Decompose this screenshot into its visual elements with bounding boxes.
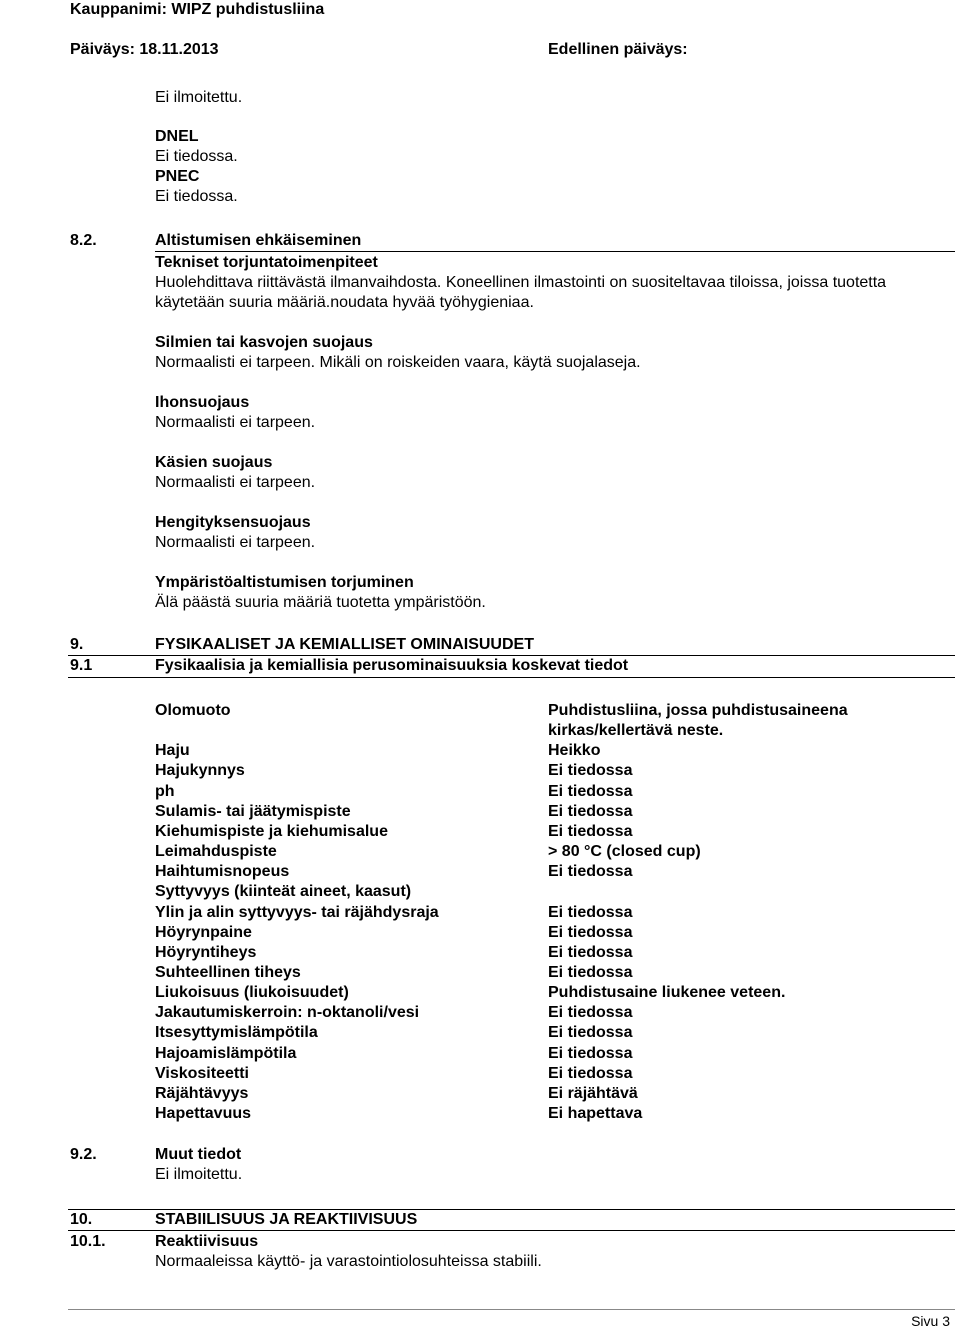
property-value: Ei tiedossa (548, 863, 633, 880)
section-8-2-title: Altistumisen ehkäiseminen (155, 232, 362, 249)
property-value: Ei hapettava (548, 1105, 643, 1122)
property-value: Ei räjähtävä (548, 1085, 638, 1102)
property-label: Itsesyttymislämpötila (155, 1024, 318, 1041)
property-label: Sulamis- tai jäätymispiste (155, 803, 351, 820)
eye-protection-text: Normaalisti ei tarpeen. Mikäli on roiskeiden vaara, käytä suojalaseja. (155, 354, 641, 371)
technical-measures-line-2: käytetään suuria määriä.noudata hyvää työhygieniaa. (155, 294, 534, 311)
property-label: Hajoamislämpötila (155, 1045, 297, 1062)
pnec-heading: PNEC (155, 168, 200, 185)
property-label: Suhteellinen tiheys (155, 964, 301, 981)
property-label: Räjähtävyys (155, 1085, 249, 1102)
section-9-1-number: 9.1 (70, 657, 93, 674)
property-value: Ei tiedossa (548, 1065, 633, 1082)
eye-protection-heading: Silmien tai kasvojen suojaus (155, 334, 373, 351)
section-9-2-text: Ei ilmoitettu. (155, 1166, 243, 1183)
dnel-heading: DNEL (155, 128, 199, 145)
pnec-value: Ei tiedossa. (155, 188, 238, 205)
property-label: Viskositeetti (155, 1065, 249, 1082)
property-value: Puhdistusliina, jossa puhdistusaineena (548, 702, 848, 719)
section-9-title: FYSIKAALISET JA KEMIALLISET OMINAISUUDET (155, 636, 534, 653)
document-date: Päiväys: 18.11.2013 (70, 41, 219, 58)
environmental-exposure-text: Älä päästä suuria määriä tuotetta ympäristöön. (155, 594, 486, 611)
section-10-1-text: Normaaleissa käyttö- ja varastointiolosuhteissa stabiili. (155, 1253, 542, 1270)
company-name: Kauppanimi: WIPZ puhdistusliina (70, 1, 325, 18)
section-9-1-title: Fysikaalisia ja kemiallisia perusominaisuuksia koskevat tiedot (155, 657, 629, 674)
dnel-value: Ei tiedossa. (155, 148, 238, 165)
property-value: Ei tiedossa (548, 762, 633, 779)
property-label: Olomuoto (155, 702, 231, 719)
property-label: Hapettavuus (155, 1105, 252, 1122)
section-9-number: 9. (70, 636, 84, 653)
section-8-2-number: 8.2. (70, 232, 97, 249)
property-label: Höyryntiheys (155, 944, 257, 961)
property-label: Syttyvyys (kiinteät aineet, kaasut) (155, 883, 412, 900)
respiratory-protection-text: Normaalisti ei tarpeen. (155, 534, 316, 551)
property-value: Ei tiedossa (548, 1045, 633, 1062)
previous-date-label: Edellinen päiväys: (548, 41, 688, 58)
technical-measures-heading: Tekniset torjuntatoimenpiteet (155, 254, 378, 271)
property-label: Leimahduspiste (155, 843, 277, 860)
section-8-2-rule (155, 251, 955, 252)
property-value: Ei tiedossa (548, 944, 633, 961)
property-label: ph (155, 783, 175, 800)
section-9-2-number: 9.2. (70, 1146, 97, 1163)
hand-protection-heading: Käsien suojaus (155, 454, 273, 471)
section-10-rule (68, 1230, 955, 1231)
property-label: Kiehumispiste ja kiehumisalue (155, 823, 388, 840)
property-label: Hajukynnys (155, 762, 245, 779)
skin-protection-text: Normaalisti ei tarpeen. (155, 414, 316, 431)
not-reported-text: Ei ilmoitettu. (155, 89, 243, 106)
footer-rule (68, 1309, 955, 1310)
hand-protection-text: Normaalisti ei tarpeen. (155, 474, 316, 491)
skin-protection-heading: Ihonsuojaus (155, 394, 250, 411)
technical-measures-line-1: Huolehdittava riittävästä ilmanvaihdosta. Koneellinen ilmastointi on suositeltavaa tiloissa, joissa tuotetta (155, 274, 887, 291)
property-value: Heikko (548, 742, 601, 759)
property-value: Ei tiedossa (548, 1024, 633, 1041)
property-value: Puhdistusaine liukenee veteen. (548, 984, 786, 1001)
section-9-2-title: Muut tiedot (155, 1146, 242, 1163)
property-label: Haju (155, 742, 190, 759)
property-value: kirkas/kellertävä neste. (548, 722, 724, 739)
property-label: Haihtumisnopeus (155, 863, 290, 880)
environmental-exposure-heading: Ympäristöaltistumisen torjuminen (155, 574, 414, 591)
section-10-title: STABIILISUUS JA REAKTIIVISUUS (155, 1211, 418, 1228)
page-number: Sivu 3 (911, 1313, 950, 1329)
section-9-1-rule (68, 677, 955, 678)
property-value: Ei tiedossa (548, 964, 633, 981)
respiratory-protection-heading: Hengityksensuojaus (155, 514, 311, 531)
property-label: Liukoisuus (liukoisuudet) (155, 984, 349, 1001)
property-value: Ei tiedossa (548, 904, 633, 921)
property-value: Ei tiedossa (548, 783, 633, 800)
property-label: Höyrynpaine (155, 924, 252, 941)
property-value: Ei tiedossa (548, 803, 633, 820)
property-value: Ei tiedossa (548, 924, 633, 941)
property-label: Ylin ja alin syttyvyys- tai räjähdysraja (155, 904, 439, 921)
property-label: Jakautumiskerroin: n-oktanoli/vesi (155, 1004, 420, 1021)
property-value: Ei tiedossa (548, 823, 633, 840)
property-value: > 80 °C (closed cup) (548, 843, 701, 860)
section-10-number: 10. (70, 1211, 93, 1228)
property-value: Ei tiedossa (548, 1004, 633, 1021)
section-10-1-number: 10.1. (70, 1233, 106, 1250)
section-10-1-title: Reaktiivisuus (155, 1233, 259, 1250)
